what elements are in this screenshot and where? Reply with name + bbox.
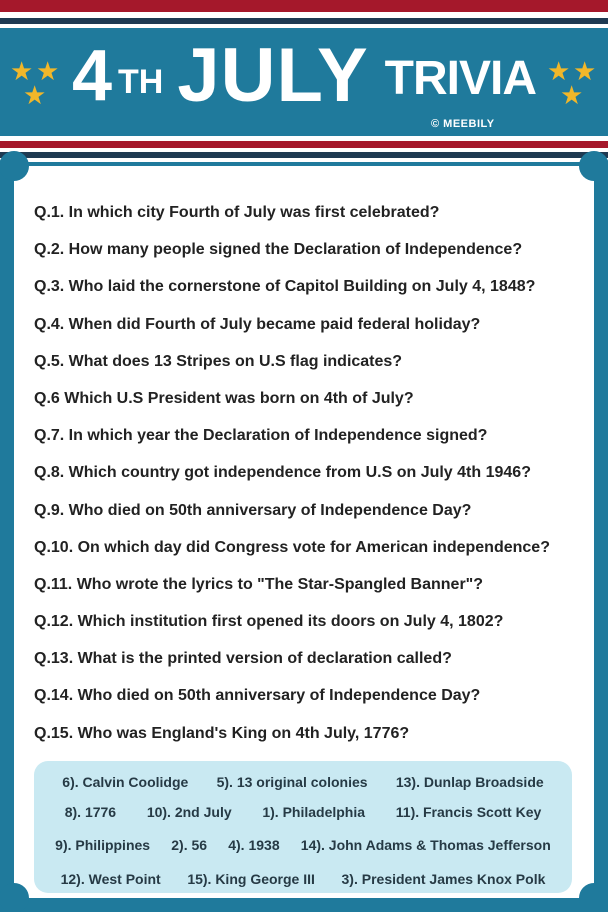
page-title <box>0 33 608 118</box>
question-item: Q.10. On which day did Congress vote for American independence? <box>34 538 550 556</box>
answer-item: 9). Philippines <box>55 837 151 853</box>
question-item: Q.8. Which country got independence from U.S on July 4th 1946? <box>34 464 531 482</box>
answer-item: 4). 1938 <box>228 837 280 853</box>
answer-item: 6). Calvin Coolidge <box>62 774 189 790</box>
answer-key <box>34 761 572 893</box>
question-item: Q.2. How many people signed the Declaration of Independence? <box>34 241 523 259</box>
answer-item: 10). 2nd July <box>146 804 232 820</box>
answer-item: 15). King George III <box>187 871 315 887</box>
question-item: Q.7. In which year the Declaration of Independence signed? <box>34 427 488 445</box>
answer-row <box>34 804 572 820</box>
answer-row <box>34 774 572 790</box>
card-notch <box>579 151 608 181</box>
title-word: TRIVIA <box>384 52 536 105</box>
question-item: Q.12. Which institution first opened its doors on July 4, 1802? <box>34 613 504 631</box>
question-item: Q.11. Who wrote the lyrics to "The Star-Spangled Banner"? <box>34 575 484 593</box>
question-item: Q.14. Who died on 50th anniversary of Independence Day? <box>34 687 481 705</box>
title-suffix: TH <box>118 63 164 101</box>
star-icon: ★ <box>10 56 34 86</box>
star-icon: ★ <box>573 56 597 86</box>
star-icon: ★ <box>547 56 571 86</box>
answer-item: 8). 1776 <box>64 804 117 820</box>
answer-row <box>34 837 572 853</box>
answer-item: 14). John Adams & Thomas Jefferson <box>300 837 551 853</box>
question-list <box>34 194 584 752</box>
question-item: Q.9. Who died on 50th anniversary of Independence Day? <box>34 501 472 519</box>
answer-item: 5). 13 original colonies <box>216 774 368 790</box>
answer-row <box>34 871 572 887</box>
question-item: Q.15. Who was England's King on 4th July, 1776? <box>34 724 410 742</box>
title-month: JULY <box>177 33 369 118</box>
question-item: Q.13. What is the printed version of declaration called? <box>34 650 452 668</box>
star-icon: ★ <box>560 80 584 110</box>
question-item: Q.4. When did Fourth of July became paid federal holiday? <box>34 315 481 333</box>
answer-item: 3). President James Knox Polk <box>341 871 546 887</box>
trivia-card <box>14 166 594 898</box>
answer-item: 12). West Point <box>60 871 161 887</box>
star-icon: ★ <box>23 80 47 110</box>
answer-item: 11). Francis Scott Key <box>395 804 542 820</box>
question-item: Q.3. Who laid the cornerstone of Capitol Building on July 4, 1848? <box>34 278 536 296</box>
bottom-red-stripe <box>0 141 608 148</box>
card-notch <box>0 151 29 181</box>
question-item: Q.5. What does 13 Stripes on U.S flag indicates? <box>34 352 403 370</box>
star-icon: ★ <box>36 56 60 86</box>
card-notch <box>0 883 29 912</box>
answer-item: 1). Philadelphia <box>262 804 366 820</box>
question-item: Q.6 Which U.S President was born on 4th of July? <box>34 389 414 407</box>
title-number: 4 <box>71 36 113 116</box>
bottom-white-stripe-3 <box>0 158 608 162</box>
answer-item: 13). Dunlap Broadside <box>395 774 544 790</box>
top-red-stripe <box>0 0 608 12</box>
brand-credit: © MEEBILY <box>431 118 495 130</box>
card-notch <box>579 883 608 912</box>
answer-item: 2). 56 <box>171 837 208 853</box>
question-item: Q.1. In which city Fourth of July was first celebrated? <box>34 204 440 221</box>
